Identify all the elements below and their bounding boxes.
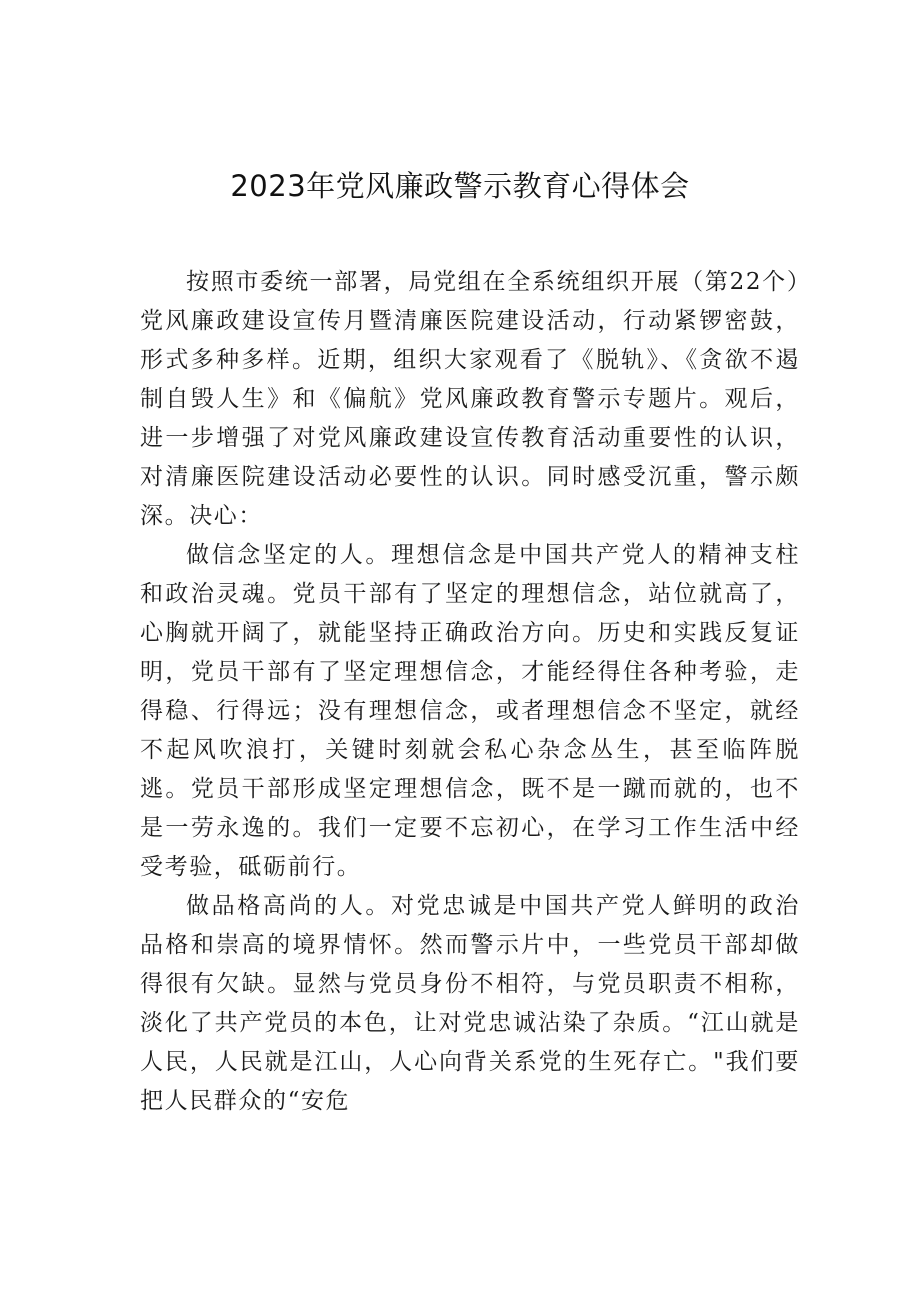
document-title: 2023年党风廉政警示教育心得体会 [230, 169, 690, 203]
paragraph-firm-belief: 做信念坚定的人。理想信念是中国共产党人的精神支柱和政治灵魂。党员干部有了坚定的理想信念，站位就高了，心胸就开阔了，就能坚持正确政治方向。历史和实践反复证明，党员干部有了坚定理想信念，才能经得住各种考验，走得稳、行得远；没有理想信念，或者理想信念不坚定，就经不起风吹浪打，关键时刻就会私心杂念丛生，甚至临阵脱逃。党员干部形成坚定理想信念，既不是一蹴而就的，也不是一劳永逸的。我们一定要不忘初心，在学习工作生活中经受考验，砥砺前行。 [140, 542, 800, 880]
paragraph-noble-character: 做品格高尚的人。对党忠诚是中国共产党人鲜明的政治品格和崇高的境界情怀。然而警示片中，一些党员干部却做得很有欠缺。显然与党员身份不相符，与党员职责不相称，淡化了共产党员的本色，让对党忠诚沾染了杂质。“江山就是人民，人民就是江山，人心向背关系党的生死存亡。"我们要把人民群众的“安危 [140, 893, 800, 1114]
paragraph-deployment: 按照市委统一部署，局党组在全系统组织开展（第22个）党风廉政建设宣传月暨清廉医院建设活动，行动紧锣密鼓，形式多种多样。近期，组织大家观看了《脱轨》、《贪欲不遏制自毁人生》和《偏航》党风廉政教育警示专题片。观后，进一步增强了对党风廉政建设宣传教育活动重要性的认识，对清廉医院建设活动必要性的认识。同时感受沉重，警示颇深。决心： [140, 269, 800, 529]
document-body [140, 263, 800, 1121]
